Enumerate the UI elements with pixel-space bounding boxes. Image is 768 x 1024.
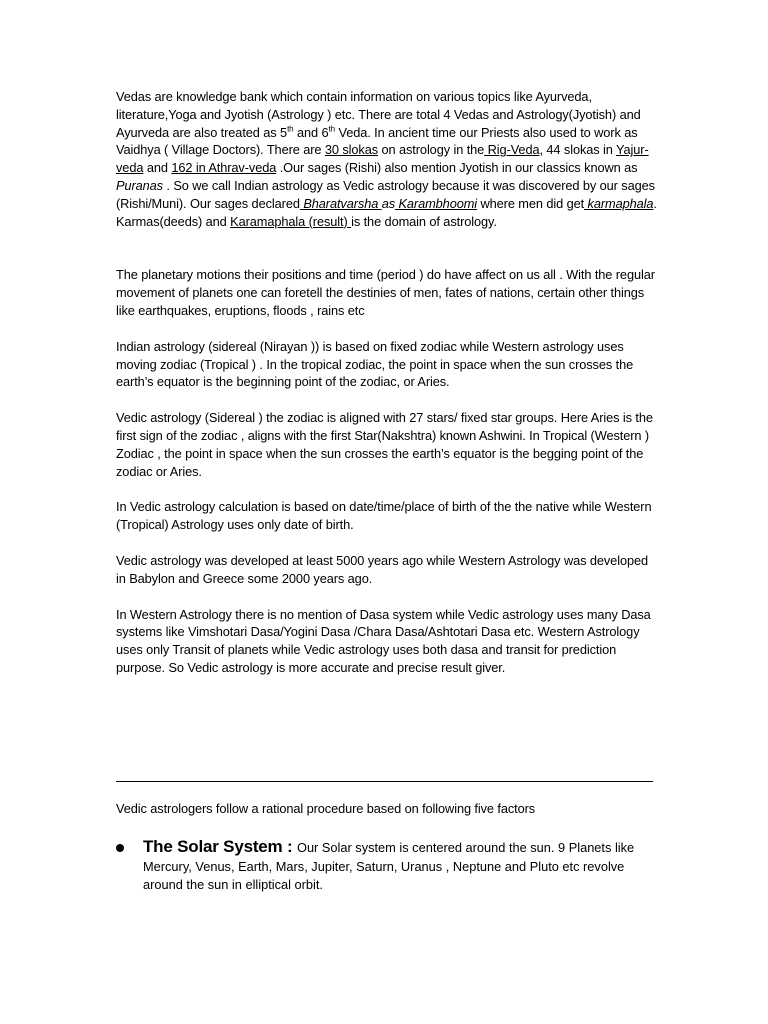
paragraph-history: Vedic astrology was developed at least 5000 years ago while Western Astrology was developed in Babylon and Greece some 2000 years ago. — [116, 552, 649, 586]
solar-system-text: Our Solar system is centered around the sun. 9 Planets like Mercury, Venus, Earth, Mars, Jupiter, Saturn, Uranus , Neptune and Pluto etc revolve around the sun in elliptical orbit. — [143, 840, 635, 892]
paragraph-planetary-motions: The planetary motions their positions and time (period ) do have affect on us all . With the regular movement of planets one can foretell the destinies of men, fates of nations, certain other things like earthquakes, eruptions, floods , rains etc — [116, 267, 655, 318]
document-body — [116, 88, 661, 677]
bullet-icon — [116, 844, 124, 852]
list-item-solar-system — [116, 838, 661, 895]
paragraph-calculation: In Vedic astrology calculation is based on date/time/place of birth of the the native while Western (Tropical) Astrology uses only date of birth. — [116, 499, 652, 533]
horizontal-divider — [116, 781, 653, 782]
paragraph-sidereal-vs-tropical: Indian astrology (sidereal (Nirayan )) is based on fixed zodiac while Western astrology uses moving zodiac (Tropical ) . In the tropical zodiac, the point in space when the sun crosses the earth’s equator is the beginning point of the zodiac, or Aries. — [116, 338, 634, 390]
paragraph-vedas-intro: Vedas are knowledge bank which contain information on various topics like Ayurveda, literature,Yoga and Jyotish (Astrology ) etc. There are total 4 Vedas and Astrology(Jyotish) and Ayurveda are also treated as 5th and 6th Veda. In ancient time our Priests also used to work as Vaidhya ( Village Doctors). There are 30 slokas on astrology in the Rig-Veda, 44 slokas in Yajur-veda and 162 in Athrav-veda .Our sages (Rishi) also mention Jyotish in our classics known as Puranas . So we call Indian astrology as Vedic astrology because it was discovered by our sages (Rishi/Muni). Our sages declared Bharatvarsha as Karambhoomi where men did get karmaphala. Karmas(deeds) and Karamaphala (result) is the domain of astrology. — [116, 89, 657, 229]
paragraph-dasa-system: In Western Astrology there is no mention of Dasa system while Vedic astrology uses many Dasa systems like Vimshotari Dasa/Yogini Dasa /Chara Dasa/Ashtotari Dasa etc. Western Astrology uses only Transit of planets while Vedic astrology uses both dasa and transit for prediction purpose. So Vedic astrology is more accurate and precise result giver. — [116, 606, 651, 675]
paragraph-27-stars: Vedic astrology (Sidereal ) the zodiac is aligned with 27 stars/ fixed star groups. Here Aries is the first sign of the zodiac , aligns with the first Star(Nakshtra) known Ashwini. In Tropical (Western ) Zodiac , the point in space when the sun crosses the earth’s equator is the begging point of the zodiac or Aries. — [116, 410, 653, 479]
solar-system-heading: The Solar System : — [143, 837, 297, 856]
factors-intro: Vedic astrologers follow a rational procedure based on following five factors — [116, 801, 536, 816]
